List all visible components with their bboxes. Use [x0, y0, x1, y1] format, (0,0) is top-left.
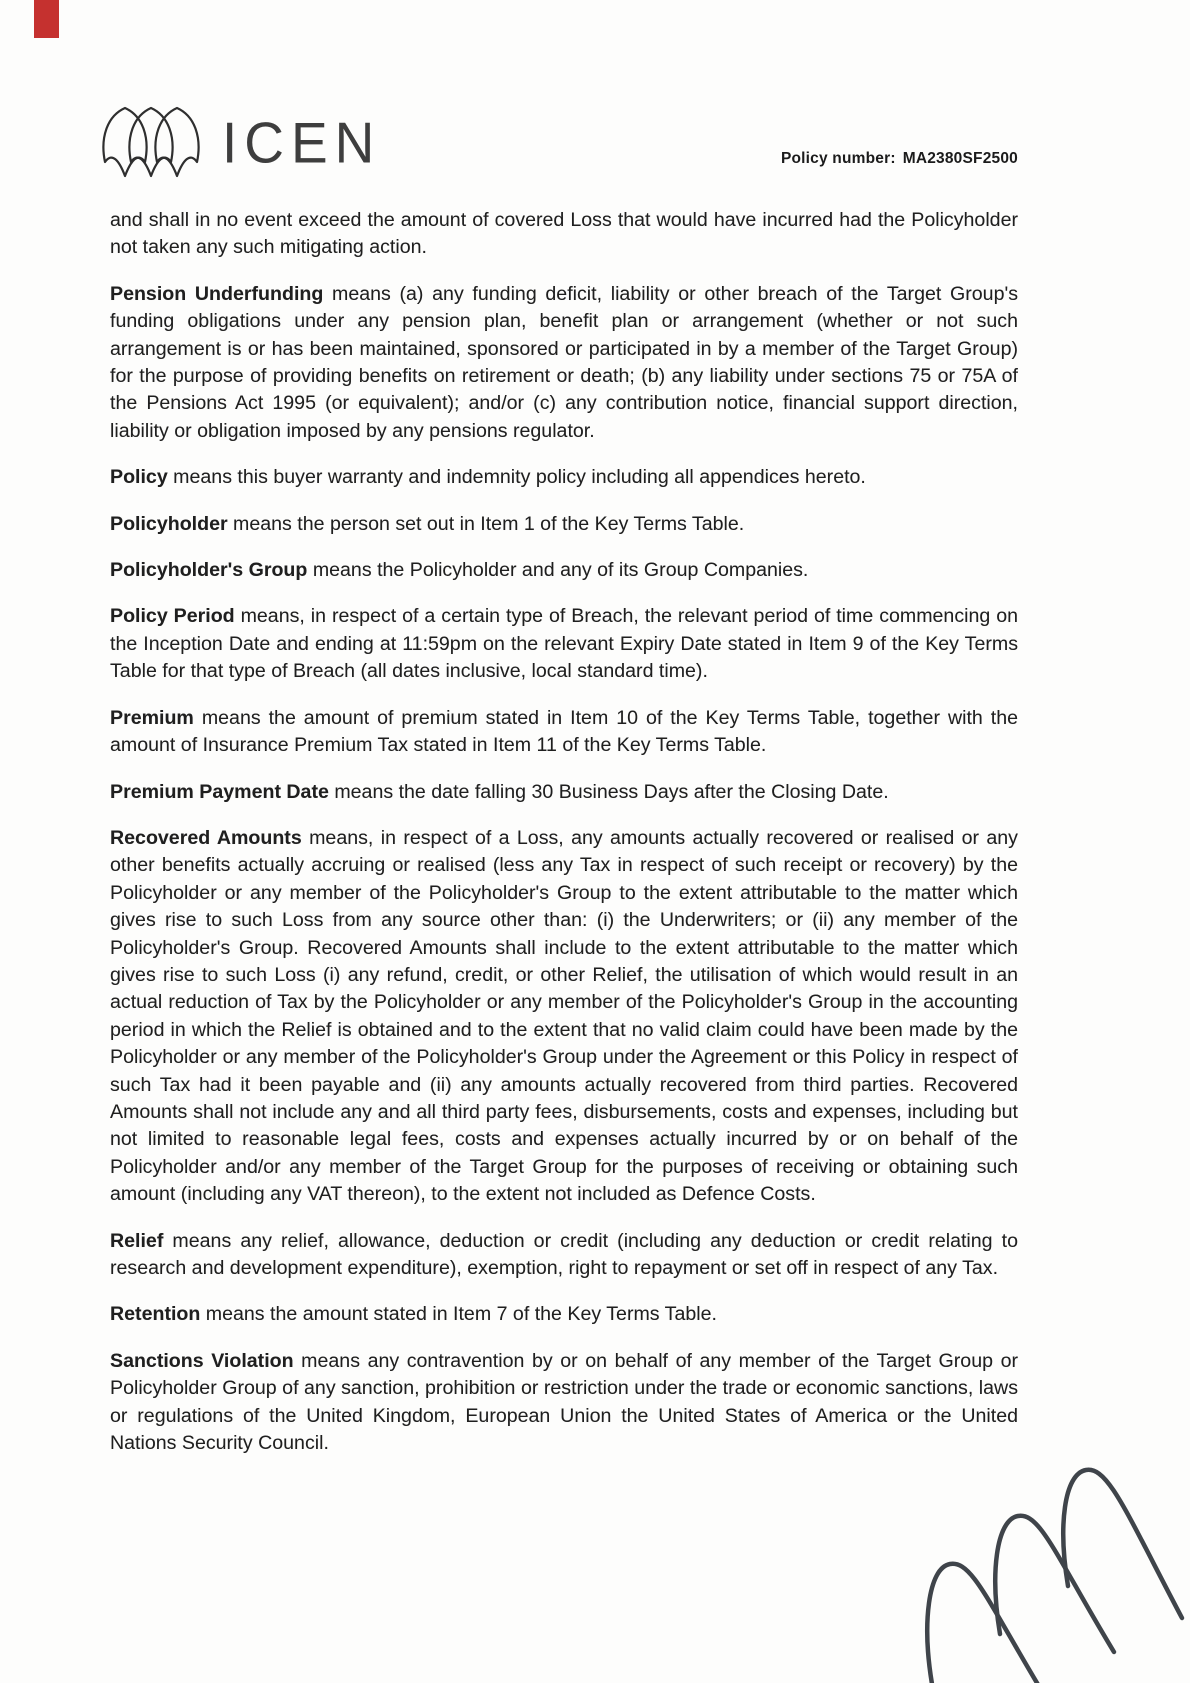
paragraph-sanctions-violation	[110, 1348, 1018, 1458]
paragraph-mitigation-continuation	[110, 207, 1018, 262]
definition-term: Pension Underfunding	[110, 282, 324, 305]
definition-term: Recovered Amounts	[110, 826, 302, 849]
paragraph-policy	[110, 464, 1018, 491]
definition-text: means any relief, allowance, deduction or credit (including any deduction or credit relating to research and development expenditure), exemption, right to repayment or set off in respect of any Tax.	[110, 1229, 1018, 1279]
paragraph-retention	[110, 1301, 1018, 1328]
icen-logo	[100, 102, 381, 184]
paragraph-premium	[110, 705, 1018, 760]
definition-term: Policyholder	[110, 512, 228, 535]
definition-text: means the person set out in Item 1 of the Key Terms Table.	[227, 512, 745, 535]
paragraph-relief	[110, 1228, 1018, 1283]
paragraph-policy-period	[110, 603, 1018, 685]
policy-number	[781, 150, 1018, 168]
definition-term: Policy	[110, 466, 168, 489]
icen-logo-mark-icon	[100, 102, 206, 184]
paragraph-pension-underfunding	[110, 281, 1018, 445]
definition-term: Sanctions Violation	[110, 1349, 294, 1372]
icen-logo-wordmark: ICEN	[222, 110, 382, 175]
paragraph-recovered-amounts	[110, 825, 1018, 1209]
red-scan-mark	[34, 0, 59, 38]
definition-term: Retention	[110, 1303, 201, 1326]
definitions-body	[110, 207, 1018, 1476]
definition-term: Relief	[110, 1229, 164, 1252]
definition-text: means the amount stated in Item 7 of the Key Terms Table.	[200, 1303, 717, 1326]
definition-term: Premium Payment Date	[110, 780, 329, 803]
paragraph-policyholders-group	[110, 557, 1018, 584]
definition-text: means any contravention by or on behalf of any member of the Target Group or Policyholder Group of any sanction, prohibition or restriction under the trade or economic sanctions, laws or regulations of the United Kingdom, European Union the United States of America or the United Nations Security Council.	[110, 1349, 1019, 1455]
paragraph-policyholder	[110, 511, 1018, 538]
definition-text: means, in respect of a certain type of Breach, the relevant period of time commencing on the Inception Date and ending at 11:59pm on the relevant Expiry Date stated in Item 9 of the Key Terms Table for that type of Breach (all dates inclusive, local standard time).	[110, 605, 1018, 683]
handwritten-initials-signature	[916, 1466, 1190, 1683]
definition-term: Premium	[110, 706, 194, 729]
definition-text: means the Policyholder and any of its Group Companies.	[307, 559, 809, 582]
definition-term: Policy Period	[110, 605, 235, 628]
paragraph-premium-payment-date	[110, 779, 1018, 806]
definition-text: means the amount of premium stated in Item 10 of the Key Terms Table, together with the amount of Insurance Premium Tax stated in Item 11 of the Key Terms Table.	[110, 706, 1018, 757]
definition-term: Policyholder's Group	[110, 559, 308, 582]
definition-text: means, in respect of a Loss, any amounts actually recovered or realised or any other benefits actually accruing or realised (less any Tax in respect of such receipt or recovery) by the Policyholder or any member of the Policyholder's Group to the extent attributable to the matter which gives rise to such Loss from any source other than: (i) the Underwriters; or (ii) any member of the Policyholder's Group. Recovered Amounts shall include to the extent attributable to the matter which gives rise to such Loss (i) any refund, credit, or other Relief, the utilisation of which would result in an actual reduction of Tax by the Policyholder or any member of the Policyholder's Group in the accounting period in which the Relief is obtained and to the extent that no valid claim could have been made by the Policyholder or any member of the Policyholder's Group under the Agreement or this Policy in respect of such Tax had it been payable and (ii) any amounts actually recovered from third parties. Recovered Amounts shall not include any and all third party fees, disbursements, costs and expenses, including but not limited to reasonable legal fees, costs and expenses actually incurred by or on behalf of the Policyholder and/or any member of the Target Group for the purposes of receiving or obtaining such amount (including any VAT thereon), to the extent not included as Defence Costs.	[110, 826, 1018, 1206]
definition-text: and shall in no event exceed the amount of covered Loss that would have incurred had the Policyholder not taken any such mitigating action.	[110, 209, 1018, 259]
policy-number-label: Policy number:	[780, 150, 896, 167]
definition-text: means the date falling 30 Business Days after the Closing Date.	[328, 780, 889, 803]
definition-text: means this buyer warranty and indemnity policy including all appendices hereto.	[167, 466, 866, 489]
policy-number-value: MA2380SF2500	[902, 150, 1018, 167]
definition-text: means (a) any funding deficit, liability or other breach of the Target Group's funding obligations under any pension plan, benefit plan or arrangement (whether or not such arrangement is or has been maintained, sponsored or participated in by a member of the Target Group) for the purpose of providing benefits on retirement or death; (b) any liability under sections 75 or 75A of the Pensions Act 1995 (or equivalent); and/or (c) any contribution notice, financial support direction, liability or obligation imposed by any pensions regulator.	[110, 282, 1019, 442]
